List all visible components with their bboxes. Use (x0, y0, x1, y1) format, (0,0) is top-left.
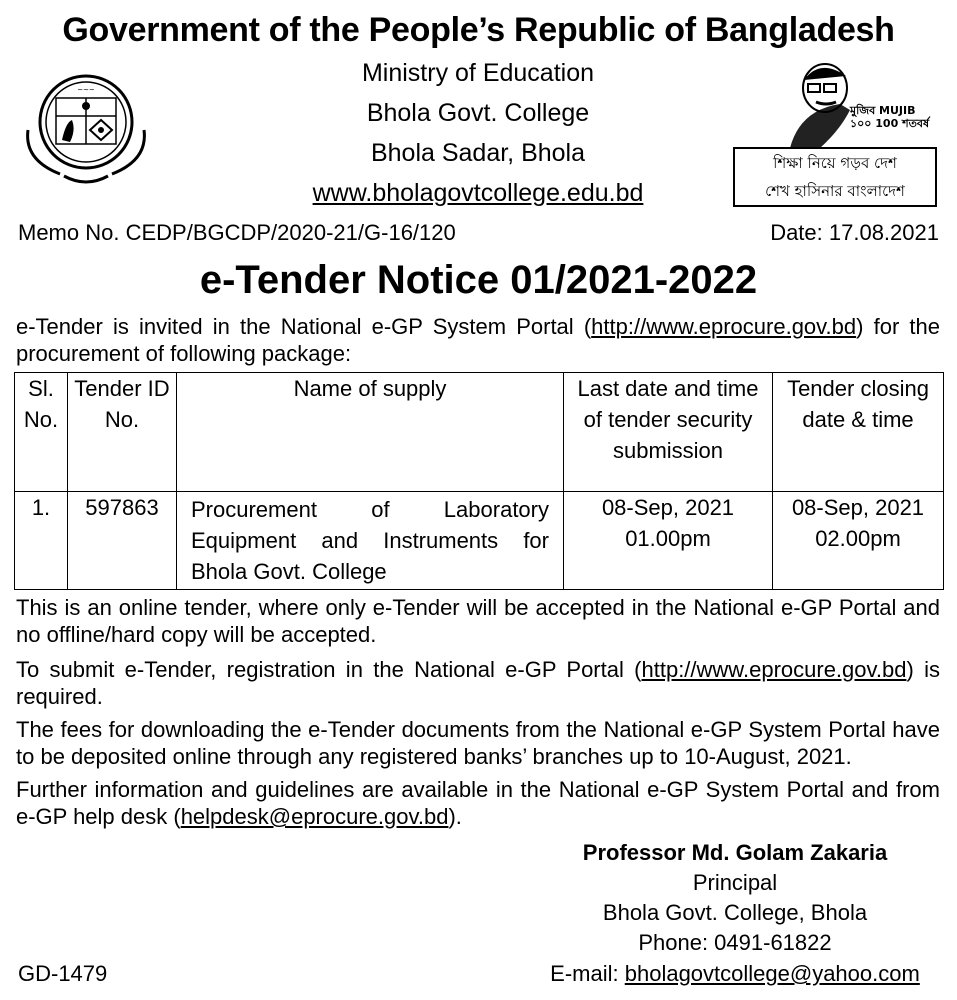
svg-text:~~~: ~~~ (77, 86, 95, 94)
table-header-row (15, 373, 944, 492)
slogan-line-1: শিক্ষা নিয়ে গড়ব দেশ (773, 154, 897, 172)
intro-paragraph (16, 313, 940, 367)
closing-time: 02.00pm (815, 526, 901, 551)
cell-tender-id: 597863 (68, 492, 177, 590)
body-paragraph-1: This is an online tender, where only e-Tender will be accepted in the National e-GP Portal and no offline/hard copy will be accepted. (16, 595, 940, 647)
intro-text: e-Tender is invited in the National e-GP System Portal ( (16, 314, 592, 339)
tender-table (14, 372, 944, 590)
email-label: E-mail: (550, 961, 625, 986)
p4-text-end: ). (448, 804, 462, 829)
cell-supply: Procurement of Laboratory Equipment and Instruments for Bhola Govt. College (177, 492, 564, 590)
security-date: 08-Sep, 2021 (601, 495, 735, 520)
email-link[interactable]: bholagovtcollege@yahoo.com (624, 961, 920, 986)
notice-title: e-Tender Notice 01/2021-2022 (199, 258, 758, 302)
signatory-office: Bhola Govt. College, Bhola (602, 900, 868, 925)
eprocure-link[interactable]: http://www.eprocure.gov.bd (591, 314, 857, 339)
p4-text: Further information and guidelines are available in the National e-GP System Portal and from e-GP help desk ( (16, 777, 940, 829)
body-paragraph-2 (16, 656, 940, 710)
closing-date: 08-Sep, 2021 (791, 495, 925, 520)
college-name: Bhola Govt. College (366, 99, 590, 127)
memo-number: Memo No. CEDP/BGCDP/2020-21/G-16/120 (18, 220, 456, 245)
slogan-line-2: শেখ হাসিনার বাংলাদেশ (765, 182, 905, 200)
website-link[interactable]: www.bholagovtcollege.edu.bd (312, 179, 644, 207)
page-title: Government of the People’s Republic of Bangladesh (62, 11, 895, 49)
cell-closing (773, 492, 944, 590)
table-row (15, 492, 944, 590)
security-time: 01.00pm (625, 526, 711, 551)
mujib-100-logo (780, 60, 930, 150)
gd-code: GD-1479 (18, 961, 108, 986)
signatory-designation: Principal (692, 870, 778, 895)
header-closing: Tender closing date & time (773, 373, 944, 492)
header-supply: Name of supply (177, 373, 564, 492)
body-paragraph-4 (16, 776, 940, 830)
p2-text-end: ) is required. (16, 657, 940, 709)
signatory-phone: Phone: 0491-61822 (638, 930, 832, 955)
signatory-email (520, 959, 950, 989)
notice-date: Date: 17.08.2021 (770, 220, 939, 245)
mujib-100-text: মুজিব MUJIB ১০০ 100 শতবর্ষ (850, 104, 930, 130)
slogan-box (733, 147, 937, 207)
p2-text: To submit e-Tender, registration in the National e-GP Portal ( (16, 657, 642, 682)
cell-sl: 1. (15, 492, 68, 590)
helpdesk-email-link[interactable]: helpdesk@eprocure.gov.bd (180, 804, 449, 829)
header-tender-id: Tender ID No. (68, 373, 177, 492)
college-emblem-icon (20, 70, 152, 188)
header-security: Last date and time of tender security submission (564, 373, 773, 492)
eprocure-link-2[interactable]: http://www.eprocure.gov.bd (641, 657, 907, 682)
college-location: Bhola Sadar, Bhola (370, 139, 586, 167)
header-sl: Sl. No. (15, 373, 68, 492)
cell-security (564, 492, 773, 590)
body-paragraph-3: The fees for downloading the e-Tender documents from the National e-GP System Portal have to be deposited online through any registered banks’ branches up to 10-August, 2021. (16, 717, 940, 769)
intro-text-end: ) for the procurement of following package: (16, 314, 941, 366)
ministry-name: Ministry of Education (361, 59, 595, 87)
signatory-name: Professor Md. Golam Zakaria (582, 840, 888, 865)
